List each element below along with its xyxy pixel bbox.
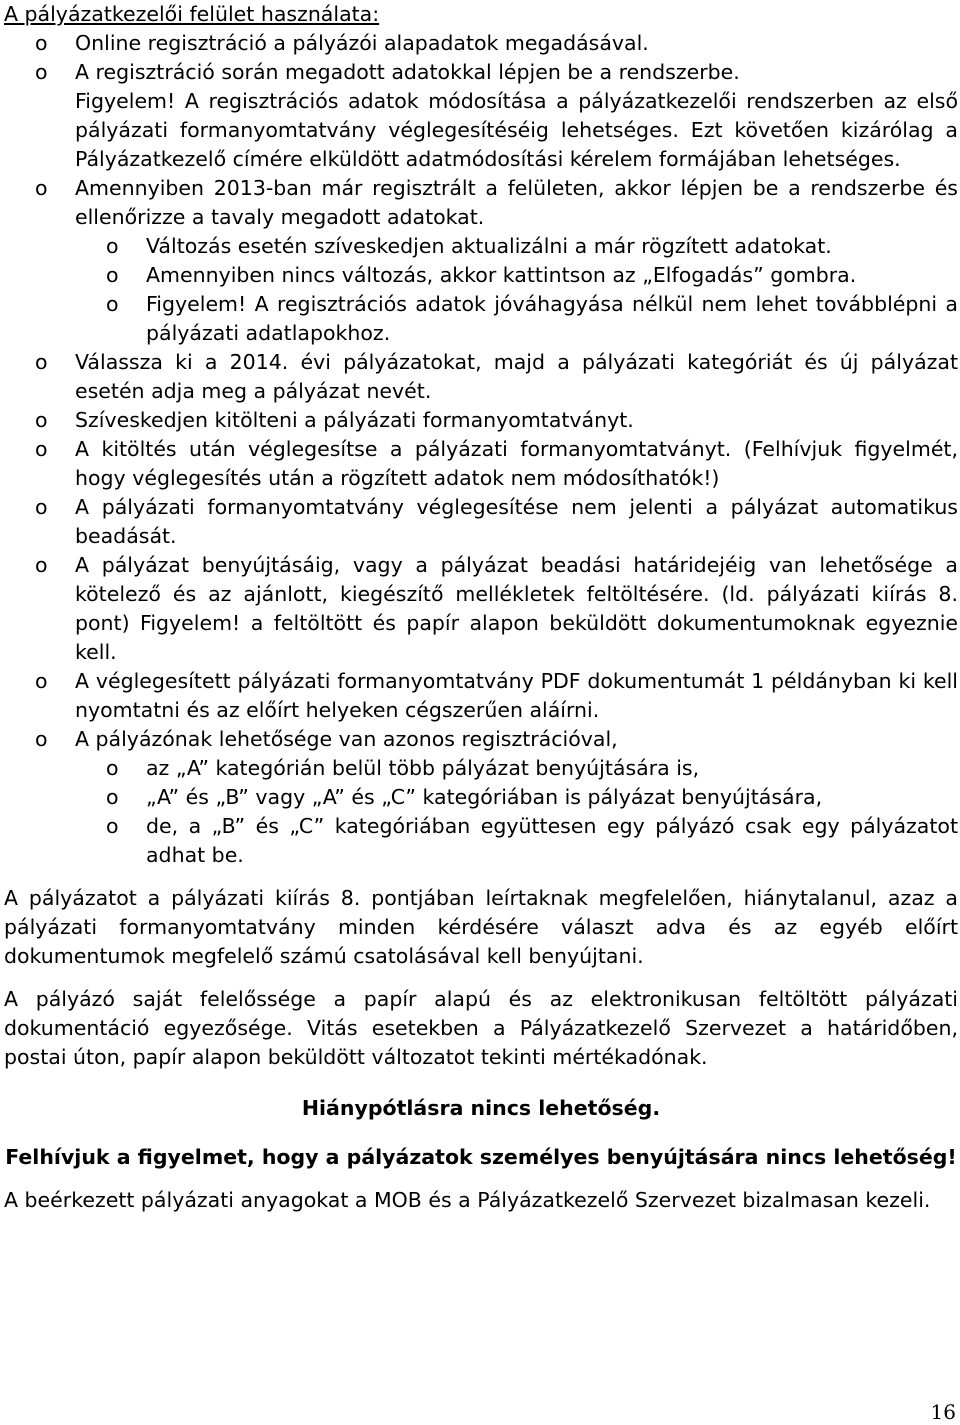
list-item (4, 58, 958, 87)
bullet-marker: o (35, 727, 48, 751)
paragraph-confidentiality: A beérkezett pályázati anyagokat a MOB és a Pályázatkezelő Szervezet bizalmasan kezeli. (4, 1188, 931, 1212)
section-heading: A pályázatkezelői felület használata: (4, 2, 380, 26)
list-item (4, 232, 958, 261)
bullet-marker: o (35, 669, 48, 693)
list-item-text: A pályázati formanyomtatvány véglegesítése nem jelenti a pályázat automatikus beadását. (75, 495, 958, 548)
list-item (4, 87, 958, 174)
list-item (4, 174, 958, 232)
list-item-text: A pályázónak lehetősége van azonos regisztrációval, (75, 727, 618, 751)
list-item (4, 435, 958, 493)
list-item-text: A regisztráció során megadott adatokkal lépjen be a rendszerbe. (75, 60, 740, 84)
list-item-text: A kitöltés után véglegesítse a pályázati formanyomtatványt. (Felhívjuk figyelmét, hogy véglegesítés után a rögzített adatok nem módosíthatók!) (75, 437, 958, 490)
notice-no-personal-submission: Felhívjuk a figyelmet, hogy a pályázatok személyes benyújtására nincs lehetőség! (5, 1145, 957, 1169)
list-item-text: Amennyiben 2013-ban már regisztrált a felületen, akkor lépjen be a rendszerbe és ellenőrizze a tavaly megadott adatokat. (75, 176, 958, 229)
paragraph-submission: A pályázatot a pályázati kiírás 8. pontjában leírtaknak megfelelően, hiánytalanul, azaz a pályázati formanyomtatvány minden kérdésére választ adva és az egyéb előírt dokumentumok megfelelő számú csatolásával kell benyújtani. (4, 886, 958, 968)
list-item-text: Figyelem! A regisztrációs adatok módosítása a pályázatkezelői rendszerben az első pályázati formanyomtatvány véglegesítéséig lehetséges. Ezt követően kizárólag a Pályázatkezelő címére elküldött adatmódosítási kérelem formájában lehetséges. (75, 89, 958, 171)
list-item-text: Figyelem! A regisztrációs adatok jóváhagyása nélkül nem lehet továbblépni a pályázati adatlapokhoz. (146, 292, 958, 345)
list-item (4, 667, 958, 725)
list-item (4, 551, 958, 667)
document-page (4, 0, 958, 1215)
list-item (4, 812, 958, 870)
list-item (4, 493, 958, 551)
list-item (4, 754, 958, 783)
bullet-marker: o (106, 756, 119, 780)
list-item (4, 783, 958, 812)
bullet-marker: o (106, 263, 119, 287)
bullet-marker: o (35, 437, 48, 461)
bullet-marker: o (35, 350, 48, 374)
bullet-marker: o (106, 292, 119, 316)
bullet-marker: o (106, 785, 119, 809)
list-item-text: Online regisztráció a pályázói alapadatok megadásával. (75, 31, 649, 55)
notice-no-correction: Hiánypótlásra nincs lehetőség. (301, 1096, 661, 1120)
list-item-text: „A” és „B” vagy „A” és „C” kategóriában is pályázat benyújtására, (146, 785, 823, 809)
bullet-marker: o (35, 60, 48, 84)
list-item-text: Szíveskedjen kitölteni a pályázati formanyomtatványt. (75, 408, 634, 432)
list-item-text: A véglegesített pályázati formanyomtatvány PDF dokumentumát 1 példányban ki kell nyomtatni és az előírt helyeken cégszerűen aláírni. (75, 669, 958, 722)
bullet-marker: o (35, 176, 48, 200)
list-item (4, 348, 958, 406)
bullet-marker: o (35, 495, 48, 519)
list-item-text: Változás esetén szíveskedjen aktualizálni a már rögzített adatokat. (146, 234, 832, 258)
list-item-text: Amennyiben nincs változás, akkor kattintson az „Elfogadás” gombra. (146, 263, 857, 287)
list-item-text: az „A” kategórián belül több pályázat benyújtására is, (146, 756, 700, 780)
list-item-text: Válassza ki a 2014. évi pályázatokat, majd a pályázati kategóriát és új pályázat esetén adja meg a pályázat nevét. (75, 350, 958, 403)
bullet-marker: o (35, 408, 48, 432)
list-item-text: A pályázat benyújtásáig, vagy a pályázat beadási határidejéig van lehetősége a kötelező és az ajánlott, kiegészítő mellékletek feltöltésére. (ld. pályázati kiírás 8. pont) Figyelem! a feltöltött és papír alapon beküldött dokumentumoknak egyeznie kell. (75, 553, 958, 664)
list-item (4, 290, 958, 348)
list-item-text: de, a „B” és „C” kategóriában együttesen egy pályázó csak egy pályázatot adhat be. (146, 814, 958, 867)
instruction-list (4, 29, 958, 870)
bullet-marker: o (35, 553, 48, 577)
paragraph-responsibility: A pályázó saját felelőssége a papír alapú és az elektronikusan feltöltött pályázati dokumentáció egyezősége. Vitás esetekben a Pályázatkezelő Szervezet a határidőben, postai úton, papír alapon beküldött változatot tekinti mértékadónak. (4, 987, 958, 1069)
list-item (4, 29, 958, 58)
page-number: 16 (930, 1400, 956, 1424)
list-item (4, 261, 958, 290)
bullet-marker: o (106, 814, 119, 838)
bullet-marker: o (35, 31, 48, 55)
bullet-marker: o (106, 234, 119, 258)
list-item (4, 725, 958, 754)
list-item (4, 406, 958, 435)
